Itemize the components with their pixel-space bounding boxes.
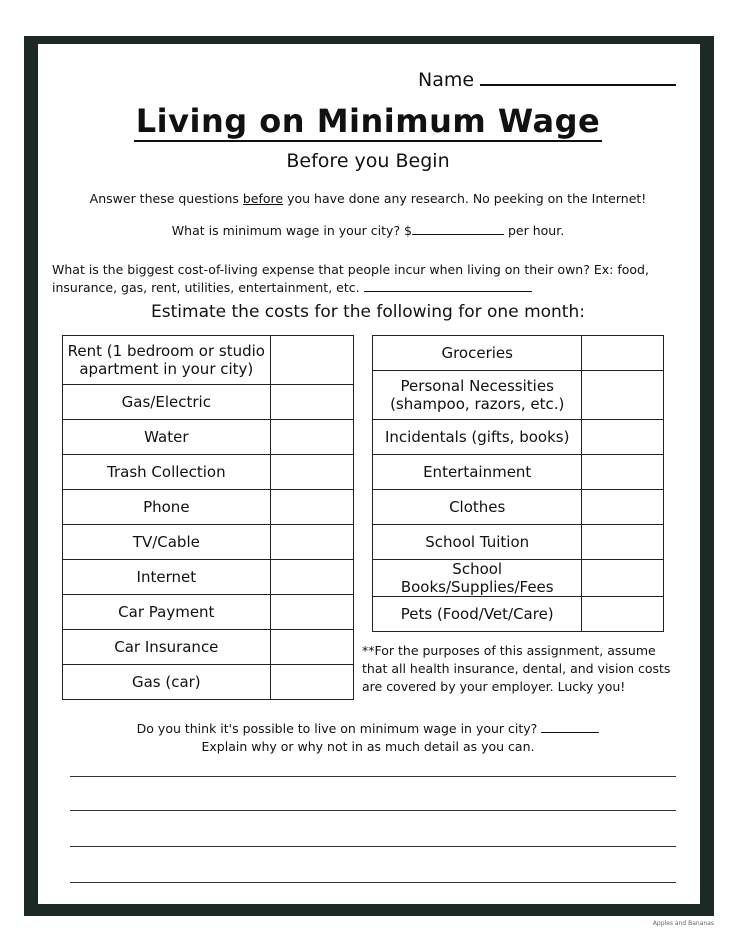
cost-label: Gas/Electric — [63, 385, 271, 420]
table-row — [373, 455, 664, 490]
table-row — [373, 336, 664, 371]
question1-prefix: What is minimum wage in your city? $ — [171, 223, 413, 238]
instructions-part1: Answer these questions — [89, 191, 243, 206]
cost-label: Rent (1 bedroom or studio apartment in your city) — [63, 336, 271, 385]
cost-input[interactable] — [270, 630, 353, 665]
table-row — [373, 490, 664, 525]
cost-input[interactable] — [582, 371, 664, 420]
cost-label: Groceries — [373, 336, 582, 371]
expense-blank[interactable] — [364, 280, 532, 292]
left-cost-table — [62, 335, 354, 700]
table-row — [63, 630, 354, 665]
cost-input[interactable] — [582, 420, 664, 455]
table-row — [63, 455, 354, 490]
cost-input[interactable] — [270, 455, 353, 490]
cost-input[interactable] — [270, 525, 353, 560]
cost-label: Car Payment — [63, 595, 271, 630]
name-field — [418, 66, 676, 91]
question3-line1: Do you think it's possible to live on minimum wage in your city? — [136, 721, 538, 736]
name-blank[interactable] — [480, 66, 676, 86]
instructions-part2: you have done any research. No peeking on the Internet! — [283, 191, 647, 206]
table-row — [63, 595, 354, 630]
question-possible — [0, 720, 736, 756]
estimate-heading: Estimate the costs for the following for one month: — [151, 302, 585, 322]
table-row — [373, 420, 664, 455]
table-row — [63, 336, 354, 385]
cost-label: School Tuition — [373, 525, 582, 560]
page-subtitle: Before you Begin — [286, 150, 450, 172]
instructions-emphasis: before — [242, 191, 284, 206]
table-row — [63, 420, 354, 455]
cost-label: Internet — [63, 560, 271, 595]
question1-suffix: per hour. — [504, 223, 565, 238]
question2-text: What is the biggest cost-of-living expense that people incur when living on their own? Ex: food, insurance, gas, rent, utilities, entertainment, etc. — [52, 262, 649, 295]
cost-input[interactable] — [582, 455, 664, 490]
cost-label: Car Insurance — [63, 630, 271, 665]
question3-line2: Explain why or why not in as much detail as you can. — [201, 739, 535, 754]
instructions — [0, 191, 736, 206]
table-row — [373, 560, 664, 597]
table-row — [63, 385, 354, 420]
wage-blank[interactable] — [412, 223, 504, 235]
title-text: Living on Minimum Wage — [135, 102, 601, 140]
page-title — [0, 102, 736, 140]
assignment-note: **For the purposes of this assignment, assume that all health insurance, dental, and vision costs are covered by your employer. Lucky you! — [362, 643, 671, 694]
right-cost-table — [372, 335, 664, 632]
cost-label: Phone — [63, 490, 271, 525]
cost-label: Pets (Food/Vet/Care) — [373, 597, 582, 632]
cost-label: Water — [63, 420, 271, 455]
cost-input[interactable] — [582, 597, 664, 632]
table-row — [373, 525, 664, 560]
cost-label: Incidentals (gifts, books) — [373, 420, 582, 455]
cost-input[interactable] — [270, 336, 353, 385]
answer-line[interactable] — [70, 882, 676, 883]
cost-label: Gas (car) — [63, 665, 271, 700]
cost-label: Clothes — [373, 490, 582, 525]
answer-line[interactable] — [70, 776, 676, 777]
question-biggest-expense — [52, 261, 692, 297]
cost-label: Personal Necessities (shampoo, razors, etc.) — [373, 371, 582, 420]
name-label: Name — [418, 69, 475, 91]
cost-input[interactable] — [270, 420, 353, 455]
cost-input[interactable] — [582, 525, 664, 560]
question-minimum-wage — [0, 223, 736, 238]
cost-input[interactable] — [582, 336, 664, 371]
table-row — [63, 525, 354, 560]
credit-text: Apples and Bananas — [652, 920, 714, 927]
cost-input[interactable] — [270, 385, 353, 420]
table-row — [63, 665, 354, 700]
cost-input[interactable] — [270, 665, 353, 700]
answer-line[interactable] — [70, 846, 676, 847]
table-row — [373, 371, 664, 420]
cost-label: School Books/Supplies/Fees — [373, 560, 582, 597]
cost-input[interactable] — [582, 490, 664, 525]
table-row — [63, 560, 354, 595]
cost-label: Trash Collection — [63, 455, 271, 490]
cost-label: TV/Cable — [63, 525, 271, 560]
table-row — [63, 490, 354, 525]
cost-input[interactable] — [582, 560, 664, 597]
cost-input[interactable] — [270, 560, 353, 595]
cost-input[interactable] — [270, 490, 353, 525]
answer-line[interactable] — [70, 810, 676, 811]
cost-input[interactable] — [270, 595, 353, 630]
cost-label: Entertainment — [373, 455, 582, 490]
table-row — [373, 597, 664, 632]
possible-blank[interactable] — [541, 721, 599, 733]
